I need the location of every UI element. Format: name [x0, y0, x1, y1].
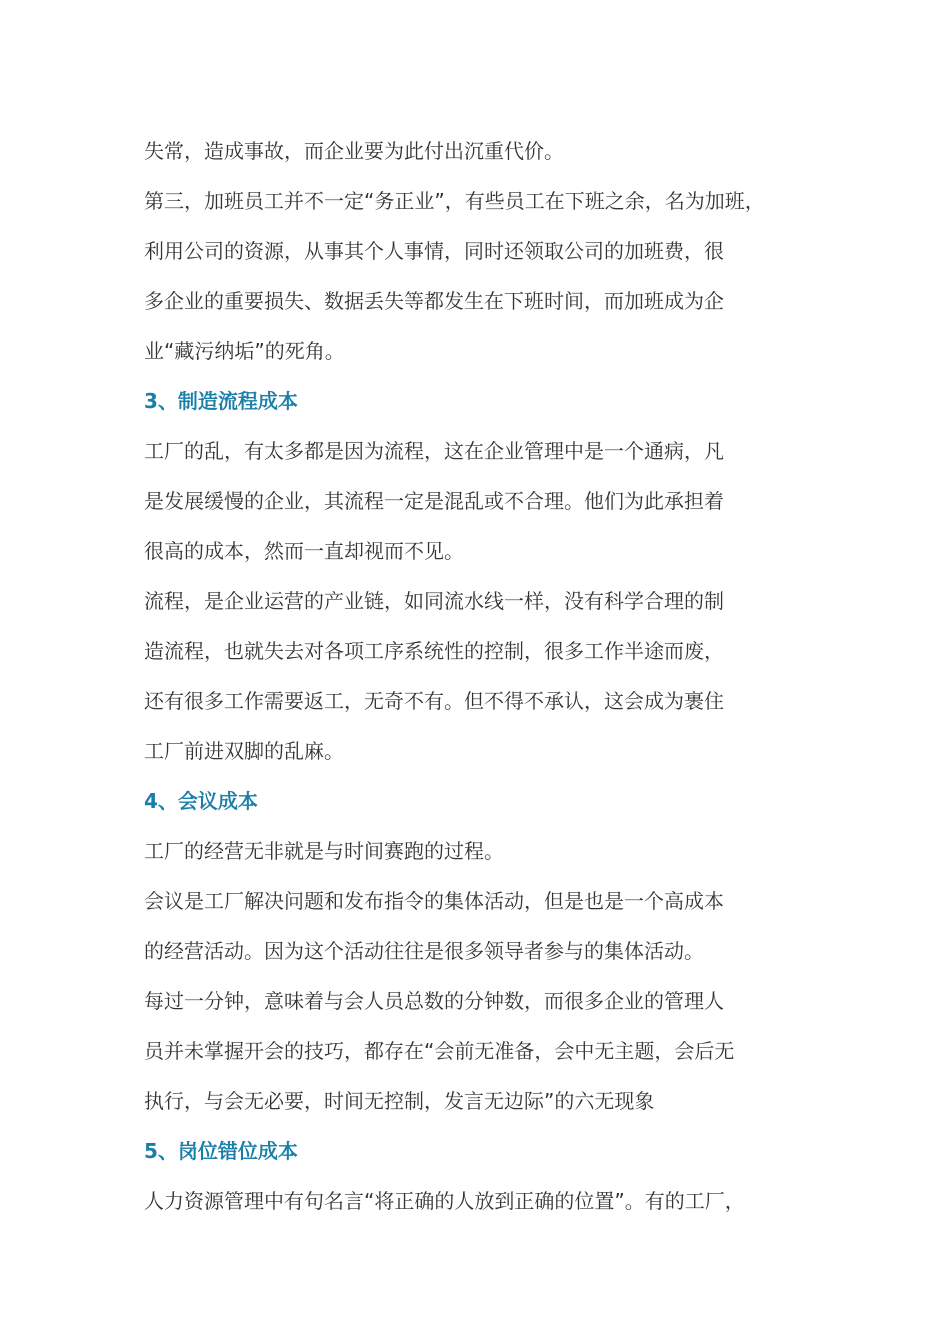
- paragraph-line: 执行，与会无必要，时间无控制，发言无边际”的六无现象: [144, 1089, 655, 1113]
- paragraph-line: 流程，是企业运营的产业链，如同流水线一样，没有科学合理的制: [144, 589, 724, 613]
- paragraph-line: 利用公司的资源，从事其个人事情，同时还领取公司的加班费，很: [144, 239, 724, 263]
- paragraph: [144, 126, 834, 176]
- paragraph: [144, 976, 834, 1126]
- section-heading: 5、岗位错位成本: [144, 1139, 298, 1163]
- paragraph: [144, 876, 834, 976]
- paragraph: [144, 826, 834, 876]
- paragraph: [144, 1176, 834, 1226]
- paragraph-line: 很高的成本，然而一直却视而不见。: [144, 539, 464, 563]
- section-heading: 4、会议成本: [144, 789, 258, 813]
- paragraph-line: 工厂的乱，有太多都是因为流程，这在企业管理中是一个通病，凡: [144, 439, 724, 463]
- paragraph-line: 工厂前进双脚的乱麻。: [144, 739, 344, 763]
- paragraph-line: 的经营活动。因为这个活动往往是很多领导者参与的集体活动。: [144, 939, 704, 963]
- paragraph: [144, 576, 834, 776]
- paragraph-line: 造流程，也就失去对各项工序系统性的控制，很多工作半途而废，: [144, 639, 724, 663]
- paragraph-line: 人力资源管理中有句名言“将正确的人放到正确的位置”。有的工厂，: [144, 1189, 745, 1213]
- paragraph: [144, 176, 834, 376]
- paragraph-line: 工厂的经营无非就是与时间赛跑的过程。: [144, 839, 504, 863]
- paragraph-line: 会议是工厂解决问题和发布指令的集体活动，但是也是一个高成本: [144, 889, 724, 913]
- paragraph: [144, 426, 834, 576]
- paragraph-line: 第三，加班员工并不一定“务正业”，有些员工在下班之余，名为加班，: [144, 189, 765, 213]
- paragraph-line: 失常，造成事故，而企业要为此付出沉重代价。: [144, 139, 564, 163]
- paragraph-line: 还有很多工作需要返工，无奇不有。但不得不承认，这会成为裹住: [144, 689, 724, 713]
- document-body: [144, 126, 834, 1226]
- paragraph-line: 每过一分钟，意味着与会人员总数的分钟数，而很多企业的管理人: [144, 989, 724, 1013]
- section-heading: 3、制造流程成本: [144, 389, 298, 413]
- paragraph-line: 是发展缓慢的企业，其流程一定是混乱或不合理。他们为此承担着: [144, 489, 724, 513]
- paragraph-line: 员并未掌握开会的技巧，都存在“会前无准备，会中无主题，会后无: [144, 1039, 735, 1063]
- paragraph-line: 多企业的重要损失、数据丢失等都发生在下班时间，而加班成为企: [144, 289, 724, 313]
- paragraph-line: 业“藏污纳垢”的死角。: [144, 339, 345, 363]
